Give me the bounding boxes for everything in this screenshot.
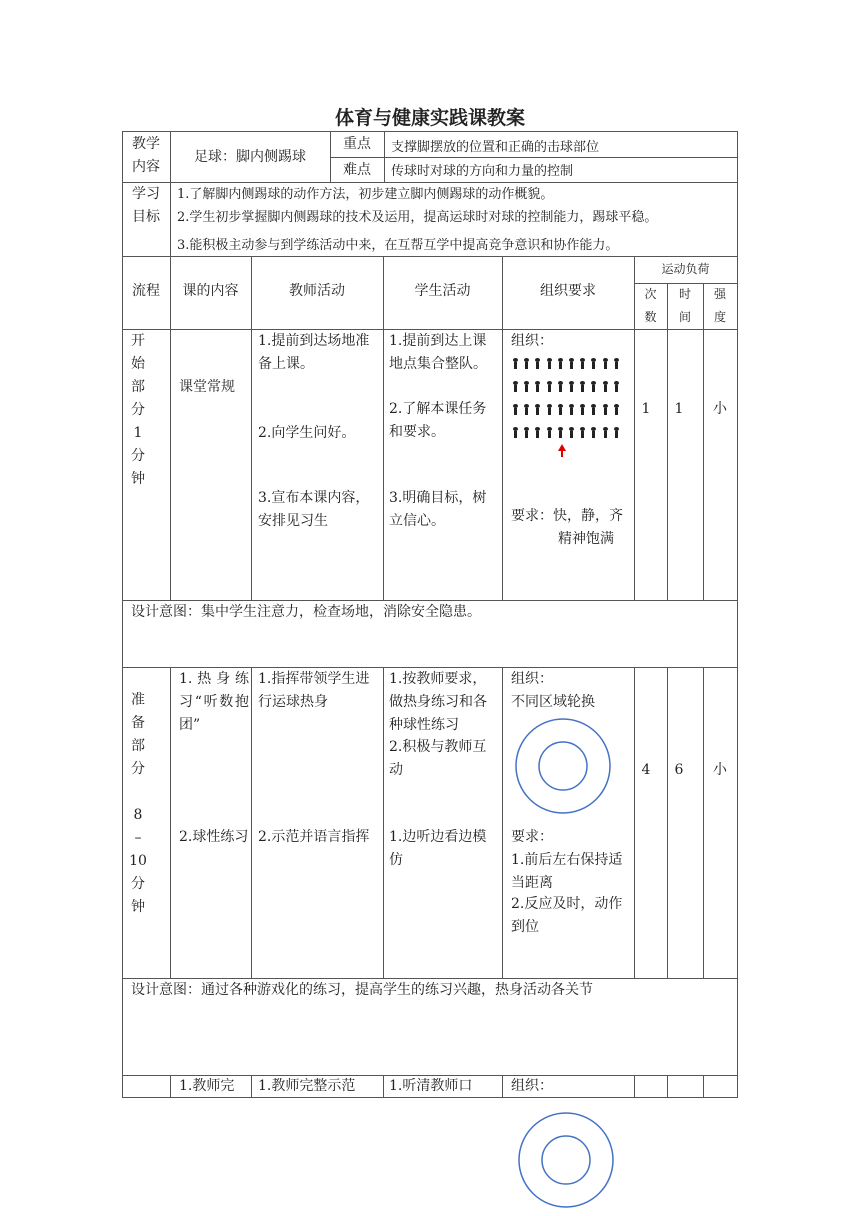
objectives-label: 学习 目标 [132,186,160,225]
section1-count: 1 [641,401,651,417]
section1-intensity: 小 [713,401,727,417]
student-marker [525,385,528,392]
section2-student-2: 2.积极与教师互动 [389,739,487,778]
objective-2: 2.学生初步掌握脚内侧踢球的技术及运用，提高运球时对球的控制能力，踢球平稳。 [177,210,658,225]
section2-flow: 准 备 部 分 8 – 10 分 钟 [129,692,147,915]
student-marker [548,362,551,369]
section2-count: 4 [641,762,651,778]
col-teacher: 教师活动 [289,283,345,299]
student-marker [570,385,573,392]
section1-student-2: 2.了解本课任务和要求。 [389,401,487,440]
section2-requirement-2: 2.反应及时，动作到位 [511,896,623,935]
student-marker [514,431,517,438]
student-marker [604,431,607,438]
teacher-marker [558,444,566,451]
objective-3: 3.能积极主动参与到学练活动中来，在互帮互学中提高竞争意识和协作能力。 [177,238,619,253]
section1-student-1: 1.提前到达上课地点集合整队。 [389,333,487,372]
student-marker [559,408,562,415]
student-marker [581,362,584,369]
section3-teacher: 1.教师完整示范 [258,1078,356,1094]
section1-flow: 开 始 部 分 1 分 钟 [131,333,145,487]
section1-design: 设计意图：集中学生注意力，检查场地，消除安全隐患。 [131,604,481,620]
col-time: 时 间 [678,287,691,324]
section1-student-3: 3.明确目标，树立信心。 [389,490,487,529]
section2-requirement-label: 要求： [511,829,553,845]
student-marker [592,385,595,392]
student-marker [592,362,595,369]
section3-content: 1.教师完 [179,1078,235,1094]
section2-time: 6 [674,762,684,778]
student-marker [514,408,517,415]
student-marker [536,408,539,415]
student-marker [559,385,562,392]
student-marker [581,431,584,438]
student-marker [514,362,517,369]
section2-content-1: 1.热身练习“听数抱团” [179,671,249,733]
col-student: 学生活动 [414,283,471,299]
student-marker [536,385,539,392]
col-count: 次 数 [644,287,657,324]
section3-student: 1.听清教师口 [389,1078,473,1094]
student-marker [604,385,607,392]
student-marker [536,431,539,438]
section2-student-1: 1.按教师要求，做热身练习和各种球性练习 [389,671,487,733]
student-marker [548,385,551,392]
student-marker [592,431,595,438]
section3-org-label: 组织： [511,1078,553,1094]
col-load: 运动负荷 [661,262,710,276]
student-marker [570,408,573,415]
student-marker [615,362,618,369]
student-marker [604,362,607,369]
section1-teacher-3: 3.宣布本课内容，安排见习生 [258,490,370,529]
section2-org-label: 组织： [511,671,553,687]
section1-teacher-2: 2.向学生问好。 [258,425,356,441]
student-marker [615,408,618,415]
col-org: 组织要求 [540,283,596,299]
student-marker [514,385,517,392]
student-marker [559,431,562,438]
section1-org-requirement-2: 精神饱满 [558,531,614,547]
student-marker [615,385,618,392]
section1-time: 1 [674,401,684,417]
student-marker [548,431,551,438]
student-marker [615,431,618,438]
difficulty-value: 传球时对球的方向和力量的控制 [391,164,574,179]
student-marker [570,362,573,369]
key-value: 支撑脚摆放的位置和正确的击球部位 [391,140,600,155]
section3-area-diagram [516,1110,616,1210]
student-marker [525,431,528,438]
section2-student-3: 1.边听边看边模仿 [389,829,487,868]
section2-org-note: 不同区域轮换 [511,694,595,710]
section1-teacher-1: 1.提前到达场地准备上课。 [258,333,370,372]
col-flow: 流程 [132,283,160,299]
student-marker [525,408,528,415]
section2-design: 设计意图：通过各种游戏化的练习，提高学生的练习兴趣，热身活动各关节 [131,982,593,998]
page-title: 体育与健康实践课教案 [334,107,525,129]
section1-content: 课堂常规 [179,379,235,395]
rotation-area-diagram [513,716,613,816]
student-marker [581,408,584,415]
student-marker [570,431,573,438]
student-marker [536,362,539,369]
section2-teacher-2: 2.示范并语言指挥 [258,829,370,845]
section2-intensity: 小 [713,762,727,778]
student-marker [581,385,584,392]
student-marker [592,408,595,415]
col-content: 课的内容 [182,283,239,299]
key-label: 重点 [343,136,371,152]
objective-1: 1.了解脚内侧踢球的动作方法，初步建立脚内侧踢球的动作概貌。 [177,187,554,202]
col-intensity: 强 度 [713,287,726,324]
student-marker [604,408,607,415]
section1-org-label: 组织： [511,333,553,349]
content-value: 足球：脚内侧踢球 [194,149,306,165]
section1-org-requirement: 要求：快，静，齐 [511,508,623,524]
section2-requirement-1: 1.前后左右保持适当距离 [511,852,623,891]
student-marker [559,362,562,369]
content-label: 教学 内容 [132,136,160,175]
section2-teacher-1: 1.指挥带领学生进行运球热身 [258,671,370,710]
student-marker [548,408,551,415]
difficulty-label: 难点 [343,162,371,178]
section2-content-2: 2.球性练习 [179,829,249,845]
student-marker [525,362,528,369]
